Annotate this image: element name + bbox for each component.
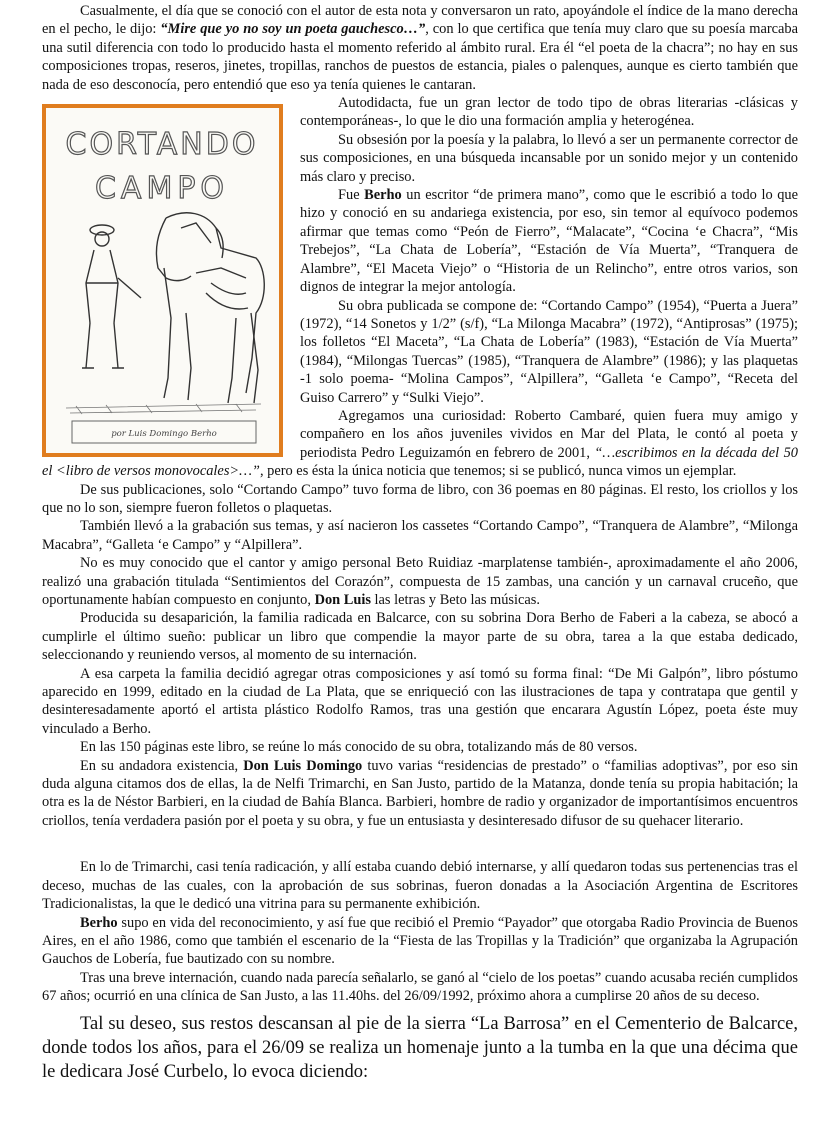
closing-paragraph: Tal su deseo, sus restos descansan al pie de la sierra “La Barrosa” en el Cementerio de Balcarce, donde todos los años, para el 26/09 se realiza un homenaje junto a la tumba en la que una décima que le dedicara José Curbelo, lo evoca diciendo: — [42, 1013, 798, 1082]
paragraph: Su obra publicada se compone de: “Cortando Campo” (1954), “Puerta a Juera” (1972), “14 Sonetos y 1/2” (s/f), “La Milonga Macabra” (1972), “Antiprosas” (1975); los folletos “El Maceta”, “La Chata de Lobería” (1983), “Estación de Vía Muerta” (1984), “Milongas Tuercas” (1985), “Tranquera de Alambre” (1986); y las plaquetas -1 solo poema- “Molina Campos”, “Alpillera”, “Galleta ‘e Campo”, “Receta del Guiso Carrero” y “Sulki Viejo”. — [300, 297, 798, 406]
cover-title-line2: CAMPO — [94, 171, 230, 207]
paragraph: Producida su desaparición, la familia radicada en Balcarce, con su sobrina Dora Berho de Faberi a la cabeza, se abocó a cumplirle el último sueño: publicar un libro que compendie la mayor parte de su obra, tarea a la que estaba dedicado, seleccionando y reuniendo versos, al momento de su internación. — [42, 610, 798, 664]
paragraph: Casualmente, el día que se conoció con el autor de esta nota y conversaron un rato, apoyándole el índice de la mano derecha en el pecho, le dijo: “Mire que yo no soy un poeta gauchesco…”, con lo que certifica que tenía muy claro que su poesía marcaba una sutil diferencia con todo lo producido hasta el momento referido al ámbito rural. Era él “el poeta de la chacra”; no hay en sus composiciones tropas, reseros, jinetes, tropillas, ranchos de puestos de estancia, piales o palenques, aunque es cierto también que nada de eso desconocía, pero entendió que eso ya tenía quienes le cantaran. — [42, 3, 798, 93]
paragraph: Berho supo en vida del reconocimiento, y así fue que recibió el Premio “Payador” que otorgaba Radio Provincia de Buenos Aires, en el año 1986, como que también el escenario de la “Fiesta de las Tropillas y la Tradición” que organizaba la Agrupación Gauchos de Lobería, fue bautizado con su nombre. — [42, 914, 798, 968]
cover-title-line1: CORTANDO — [65, 127, 259, 163]
book-cover-drawing — [46, 108, 279, 453]
bold-name: Berho — [80, 914, 118, 931]
paragraph: En su andadora existencia, Don Luis Domingo tuvo varias “residencias de prestado” o “familias adoptivas”, por eso sin duda alguna citamos dos de ellas, la de Nelfi Trimarchi, en San Justo, partido de la Matanza, donde tenía su propia habitación; la otra es la de Néstor Barbieri, en la ciudad de Bahía Blanca. Barbieri, hombre de radio y organizador de importantísimos encuentros criollos, tenía verdadera pasión por el poeta y su obra, y fue un entusiasta y desinteresado difusor de su quehacer literario. — [42, 757, 798, 829]
paragraph: En lo de Trimarchi, casi tenía radicación, y allí estaba cuando debió internarse, y allí quedaron todas sus pertenencias tras el deceso, muchas de las cuales, con la aprobación de sus sobrinas, fueron donadas a la Asociación Argentina de Escritores Tradicionalistas, la que le dedicó una vitrina para su permanente exhibición. — [42, 859, 798, 913]
article-column — [42, 2, 798, 1084]
paragraph: A esa carpeta la familia decidió agregar otras composiciones y así tomó su forma final: “De Mi Galpón”, libro póstumo aparecido en 1999, editado en la ciudad de La Plata, que se enriqueció con las ilustraciones de tapa y contratapa que gentil y desinteresadamente aportó el artista plástico Rodolfo Ramos, tras una gestión que encarara Agustín López, poeta éste muy vinculado a Berho. — [42, 665, 798, 737]
paragraph: También llevó a la grabación sus temas, y así nacieron los cassetes “Cortando Campo”, “Tranquera de Alambre”, “Milonga Macabra”, “Galleta ‘e Campo” y “Alpillera”. — [42, 518, 798, 553]
paragraph: Fue Berho un escritor “de primera mano”, como que le escribió a todo lo que hizo y conoció en su andariega existencia, por eso, sin temor al equívoco podemos afirmar que temas como “Peón de Fierro”, “Malacate”, “Cocina ‘e Chacra”, “Mis Trebejos”, “La Chata de Lobería”, “Estación de Vía Muerta”, “Tranquera de Alambre”, “El Maceta Viejo” o “Historia de un Relincho”, entre otros varios, son dignos de integrar la mejor antología. — [300, 187, 798, 296]
bold-name: Don Luis — [314, 592, 371, 608]
bold-name: Berho — [364, 187, 402, 204]
quote: “Mire que yo no soy un poeta gauchesco…” — [160, 21, 426, 38]
paragraph: De sus publicaciones, solo “Cortando Campo” tuvo forma de libro, con 36 poemas en 80 páginas. El resto, los criollos y los que no lo son, siempre fueron folletos o plaquetas. — [42, 481, 798, 516]
book-cover-illustration — [42, 104, 283, 457]
cover-signature: por Luis Domingo Berho — [111, 429, 217, 440]
paragraph: Agregamos una curiosidad: Roberto Cambaré, quien fuera muy amigo y compañero en los años juveniles vividos en Mar del Plata, le contó al poeta y periodista Pedro Leguizamón en febrero de 2001, “…escribimos en la década del 50 el <libro de versos monovocales>…”, pero es ésta la única noticia que tenemos; si se publicó, nunca vimos un ejemplar. — [42, 407, 798, 480]
paragraph: No es muy conocido que el cantor y amigo personal Beto Ruidiaz -marplatense también-, aproximadamente el año 2006, realizó una grabación titulada “Sentimientos del Corazón”, compuesta de 15 zambas, una canción y un carnaval cruceño, que oportunamente habían compuesto en conjunto, Don Luis las letras y Beto las músicas. — [42, 555, 798, 608]
section-gap — [42, 830, 798, 858]
paragraph: Su obsesión por la poesía y la palabra, lo llevó a ser un permanente corrector de sus composiciones, en una búsqueda incansable por un sonido mejor y un contenido más claro y preciso. — [300, 131, 798, 185]
paragraph: Autodidacta, fue un gran lector de todo tipo de obras literarias -clásicas y contemporáneas-, lo que le dio una formación amplia y heterogénea. — [300, 95, 798, 130]
quote: “…escribimos en la década del 50 el <libro de versos monovocales>…” — [42, 444, 798, 480]
paragraph: Tras una breve internación, cuando nada parecía señalarlo, se ganó al “cielo de los poetas” cuando acusaba recién cumplidos 67 años; ocurrió en una clínica de San Justo, a las 11.40hs. del 26/09/1992, próximo ahora a cumplirse 20 años de su deceso. — [42, 969, 798, 1005]
bold-name: Don Luis Domingo — [243, 757, 363, 774]
paragraph: En las 150 páginas este libro, se reúne lo más conocido de su obra, totalizando más de 80 versos. — [80, 739, 638, 756]
